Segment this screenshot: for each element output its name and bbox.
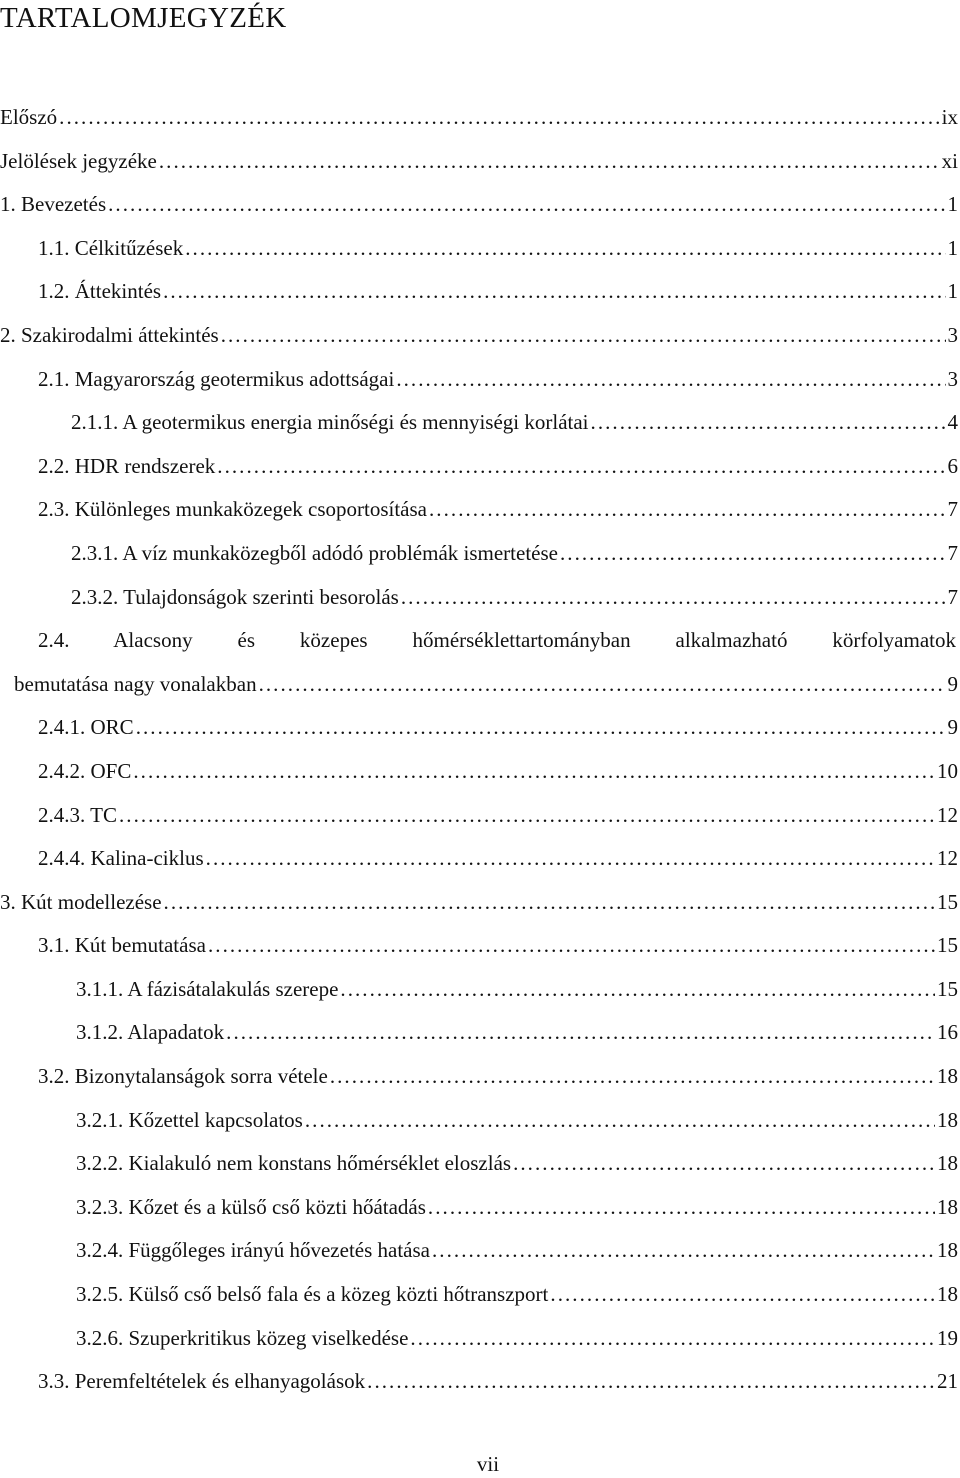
toc-entry-label: 2.4.3. TC bbox=[38, 794, 117, 838]
toc-entry-page: 18 bbox=[937, 1099, 958, 1143]
toc-entry[interactable] bbox=[0, 924, 958, 968]
toc-entry-page: xi bbox=[942, 140, 958, 184]
toc-entry[interactable] bbox=[0, 1011, 958, 1055]
toc-entry[interactable] bbox=[0, 401, 958, 445]
toc-entry-page: 19 bbox=[937, 1317, 958, 1361]
dot-leader bbox=[119, 794, 935, 838]
toc-entry[interactable] bbox=[0, 968, 958, 1012]
dot-leader bbox=[208, 924, 935, 968]
toc-entry[interactable] bbox=[0, 227, 958, 271]
toc-entry-label: Előszó bbox=[0, 96, 57, 140]
table-of-contents bbox=[0, 96, 958, 1404]
toc-entry[interactable] bbox=[0, 1360, 958, 1404]
toc-entry-page: 1 bbox=[948, 270, 959, 314]
toc-entry-page: 4 bbox=[948, 401, 959, 445]
dot-leader bbox=[340, 968, 935, 1012]
toc-entry-wrapped-line[interactable] bbox=[0, 619, 958, 663]
toc-entry-page: 6 bbox=[948, 445, 959, 489]
toc-entry-page: 15 bbox=[937, 968, 958, 1012]
toc-entry-label: 3.1. Kút bemutatása bbox=[38, 924, 206, 968]
toc-entry-page: ix bbox=[942, 96, 958, 140]
toc-entry-label: 3.1.1. A fázisátalakulás szerepe bbox=[76, 968, 338, 1012]
toc-entry-page: 18 bbox=[937, 1229, 958, 1273]
toc-entry[interactable] bbox=[0, 750, 958, 794]
toc-entry-label: 3.2. Bizonytalanságok sorra vétele bbox=[38, 1055, 328, 1099]
toc-entry-page: 7 bbox=[948, 488, 959, 532]
toc-entry-page: 21 bbox=[937, 1360, 958, 1404]
dot-leader bbox=[560, 532, 946, 576]
toc-entry[interactable] bbox=[0, 270, 958, 314]
toc-entry-label: 1.2. Áttekintés bbox=[38, 270, 161, 314]
toc-entry-page: 12 bbox=[937, 837, 958, 881]
toc-entry[interactable] bbox=[0, 706, 958, 750]
dot-leader bbox=[163, 270, 945, 314]
toc-entry-label-line1: 2.4. Alacsony és közepes hőmérséklettartományban alkalmazható körfolyamatok bbox=[38, 628, 956, 653]
page-number: vii bbox=[476, 1452, 500, 1476]
toc-entry[interactable] bbox=[0, 881, 958, 925]
dot-leader bbox=[226, 1011, 935, 1055]
toc-entry-label: 1.1. Célkitűzések bbox=[38, 227, 183, 271]
dot-leader bbox=[108, 183, 945, 227]
toc-entry-page: 18 bbox=[937, 1055, 958, 1099]
page-title: TARTALOMJEGYZÉK bbox=[0, 2, 287, 34]
dot-leader bbox=[513, 1142, 935, 1186]
toc-entry-label: 2.4.2. OFC bbox=[38, 750, 131, 794]
toc-entry-page: 9 bbox=[948, 663, 959, 707]
toc-entry-page: 9 bbox=[948, 706, 959, 750]
dot-leader bbox=[133, 750, 935, 794]
toc-entry[interactable] bbox=[0, 1229, 958, 1273]
toc-entry-label: 3.2.2. Kialakuló nem konstans hőmérséklet eloszlás bbox=[76, 1142, 511, 1186]
toc-entry-page: 16 bbox=[937, 1011, 958, 1055]
dot-leader bbox=[432, 1229, 935, 1273]
toc-entry-label: 3.3. Peremfeltételek és elhanyagolások bbox=[38, 1360, 365, 1404]
toc-entry[interactable] bbox=[0, 445, 958, 489]
dot-leader bbox=[259, 663, 946, 707]
toc-entry-label: 3.2.6. Szuperkritikus közeg viselkedése bbox=[76, 1317, 408, 1361]
toc-entry[interactable] bbox=[0, 794, 958, 838]
toc-entry-page: 15 bbox=[937, 924, 958, 968]
toc-entry-label: 2.1.1. A geotermikus energia minőségi és mennyiségi korlátai bbox=[71, 401, 589, 445]
dot-leader bbox=[396, 358, 945, 402]
toc-entry[interactable] bbox=[0, 96, 958, 140]
dot-leader bbox=[410, 1317, 935, 1361]
toc-entry-page: 7 bbox=[948, 532, 959, 576]
toc-entry-label: 2.2. HDR rendszerek bbox=[38, 445, 215, 489]
toc-entry[interactable] bbox=[0, 576, 958, 620]
dot-leader bbox=[185, 227, 945, 271]
toc-entry-page: 1 bbox=[948, 227, 959, 271]
toc-entry-label: 3.2.5. Külső cső belső fala és a közeg közti hőtranszport bbox=[76, 1273, 548, 1317]
toc-entry-page: 15 bbox=[937, 881, 958, 925]
toc-entry[interactable] bbox=[0, 314, 958, 358]
dot-leader bbox=[428, 1186, 935, 1230]
dot-leader bbox=[401, 576, 946, 620]
toc-entry-page: 7 bbox=[948, 576, 959, 620]
dot-leader bbox=[221, 314, 946, 358]
dot-leader bbox=[206, 837, 935, 881]
dot-leader bbox=[164, 881, 935, 925]
toc-entry[interactable] bbox=[0, 1273, 958, 1317]
toc-entry-page: 12 bbox=[937, 794, 958, 838]
toc-entry-label: 1. Bevezetés bbox=[0, 183, 106, 227]
toc-entry-label: 2. Szakirodalmi áttekintés bbox=[0, 314, 219, 358]
dot-leader bbox=[591, 401, 946, 445]
toc-entry-label: bemutatása nagy vonalakban bbox=[14, 663, 257, 707]
toc-entry-page: 18 bbox=[937, 1273, 958, 1317]
toc-entry-page: 3 bbox=[948, 358, 959, 402]
dot-leader bbox=[330, 1055, 935, 1099]
toc-entry-label: Jelölések jegyzéke bbox=[0, 140, 157, 184]
toc-entry-label: 3. Kút modellezése bbox=[0, 881, 162, 925]
toc-entry[interactable] bbox=[0, 663, 958, 707]
toc-entry[interactable] bbox=[0, 358, 958, 402]
toc-entry[interactable] bbox=[0, 532, 958, 576]
dot-leader bbox=[367, 1360, 935, 1404]
toc-entry-label: 2.3. Különleges munkaközegek csoportosítása bbox=[38, 488, 427, 532]
toc-entry-label: 3.2.3. Kőzet és a külső cső közti hőátadás bbox=[76, 1186, 426, 1230]
toc-entry-page: 10 bbox=[937, 750, 958, 794]
dot-leader bbox=[136, 706, 946, 750]
toc-entry-label: 3.1.2. Alapadatok bbox=[76, 1011, 224, 1055]
toc-entry[interactable] bbox=[0, 183, 958, 227]
toc-entry[interactable] bbox=[0, 488, 958, 532]
toc-entry-label: 2.1. Magyarország geotermikus adottságai bbox=[38, 358, 394, 402]
toc-entry[interactable] bbox=[0, 1186, 958, 1230]
toc-entry-label: 3.2.4. Függőleges irányú hővezetés hatása bbox=[76, 1229, 430, 1273]
toc-entry[interactable] bbox=[0, 140, 958, 184]
page-footer bbox=[0, 1452, 958, 1477]
toc-entry[interactable] bbox=[0, 1055, 958, 1099]
toc-entry-label: 2.3.1. A víz munkaközegből adódó problémák ismertetése bbox=[71, 532, 558, 576]
toc-entry-label: 3.2.1. Kőzettel kapcsolatos bbox=[76, 1099, 303, 1143]
toc-entry[interactable] bbox=[0, 1317, 958, 1361]
dot-leader bbox=[159, 140, 940, 184]
dot-leader bbox=[550, 1273, 935, 1317]
toc-entry-label: 2.4.4. Kalina-ciklus bbox=[38, 837, 204, 881]
dot-leader bbox=[59, 96, 940, 140]
dot-leader bbox=[305, 1099, 935, 1143]
toc-entry-page: 18 bbox=[937, 1186, 958, 1230]
toc-entry-label: 2.3.2. Tulajdonságok szerinti besorolás bbox=[71, 576, 399, 620]
toc-entry[interactable] bbox=[0, 837, 958, 881]
toc-entry[interactable] bbox=[0, 1142, 958, 1186]
toc-entry-page: 1 bbox=[948, 183, 959, 227]
toc-entry-page: 3 bbox=[948, 314, 959, 358]
toc-entry-label: 2.4.1. ORC bbox=[38, 706, 134, 750]
toc-entry-page: 18 bbox=[937, 1142, 958, 1186]
dot-leader bbox=[217, 445, 945, 489]
dot-leader bbox=[429, 488, 946, 532]
toc-entry[interactable] bbox=[0, 1099, 958, 1143]
